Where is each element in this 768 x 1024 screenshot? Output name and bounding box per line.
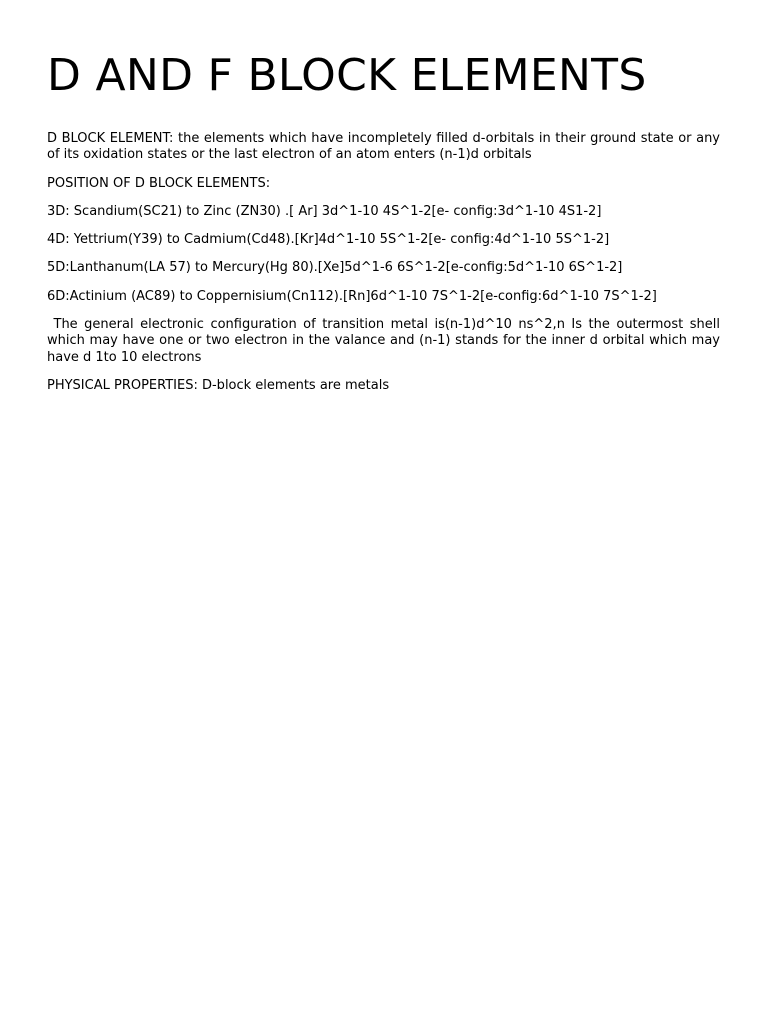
paragraph-6d-series: 6D:Actinium (AC89) to Coppernisium(Cn112).[Rn]6d^1-10 7S^1-2[e-config:6d^1-10 7S^1-2] [47,288,657,304]
paragraph-3d-series: 3D: Scandium(SC21) to Zinc (ZN30) .[ Ar] 3d^1-10 4S^1-2[e- config:3d^1-10 4S1-2] [47,203,602,219]
document-page [47,0,725,406]
document-body [47,131,725,394]
paragraph-5d-series: 5D:Lanthanum(LA 57) to Mercury(Hg 80).[Xe]5d^1-6 6S^1-2[e-config:5d^1-10 6S^1-2] [47,260,623,276]
paragraph-general-configuration: The general electronic configuration of transition metal is(n-1)d^10 ns^2,n Is the outermost shell which may have one or two electron in the valance and (n-1) stands for the inner d orbital which may have d 1to 10 electrons [47,317,725,365]
document-title: D AND F BLOCK ELEMENTS [47,50,647,101]
paragraph-position-heading: POSITION OF D BLOCK ELEMENTS: [47,175,271,191]
paragraph-physical-properties: PHYSICAL PROPERTIES: D-block elements are metals [47,377,390,393]
paragraph-d-block-definition: D BLOCK ELEMENT: the elements which have incompletely filled d-orbitals in their ground state or any of its oxidation states or the last electron of an atom enters (n-1)d orbitals [47,131,720,163]
paragraph-4d-series: 4D: Yettrium(Y39) to Cadmium(Cd48).[Kr]4d^1-10 5S^1-2[e- config:4d^1-10 5S^1-2] [47,232,610,248]
